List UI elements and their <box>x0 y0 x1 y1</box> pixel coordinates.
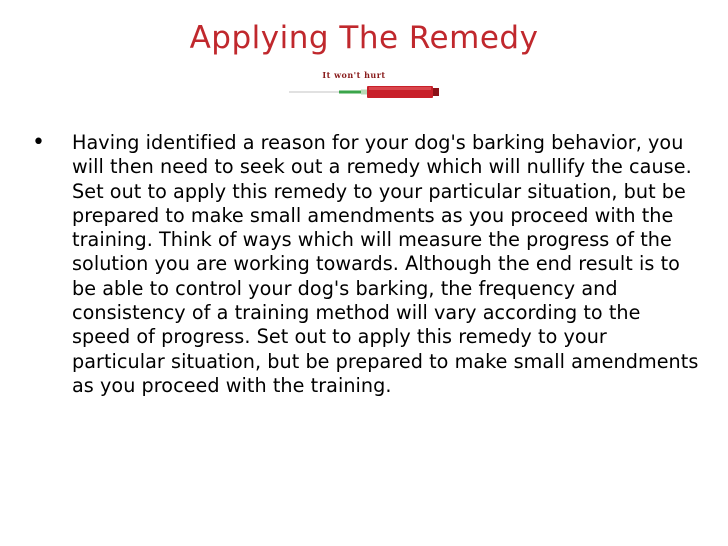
syringe-banner-image <box>287 70 441 110</box>
slide-title: Applying The Remedy <box>189 20 539 56</box>
bullet-item <box>32 131 700 398</box>
bullet-icon: • <box>32 130 45 155</box>
bullet-text: Having identified a reason for your dog's barking behavior, you will then need to seek out a remedy which will nullify the cause. Set out to apply this remedy to your particular situation, but be prepared to make small amendments as you proceed with the training. Think of ways which will measure the progress of the solution you are working towards. Although the end result is to be able to control your dog's barking, the frequency and consistency of a training method will vary according to the speed of progress. Set out to apply this remedy to your particular situation, but be prepared to make small amendments as you proceed with the training. <box>72 131 699 397</box>
syringe-icon <box>287 84 441 98</box>
banner-caption: It won't hurt <box>322 70 386 80</box>
slide-content <box>32 131 700 398</box>
